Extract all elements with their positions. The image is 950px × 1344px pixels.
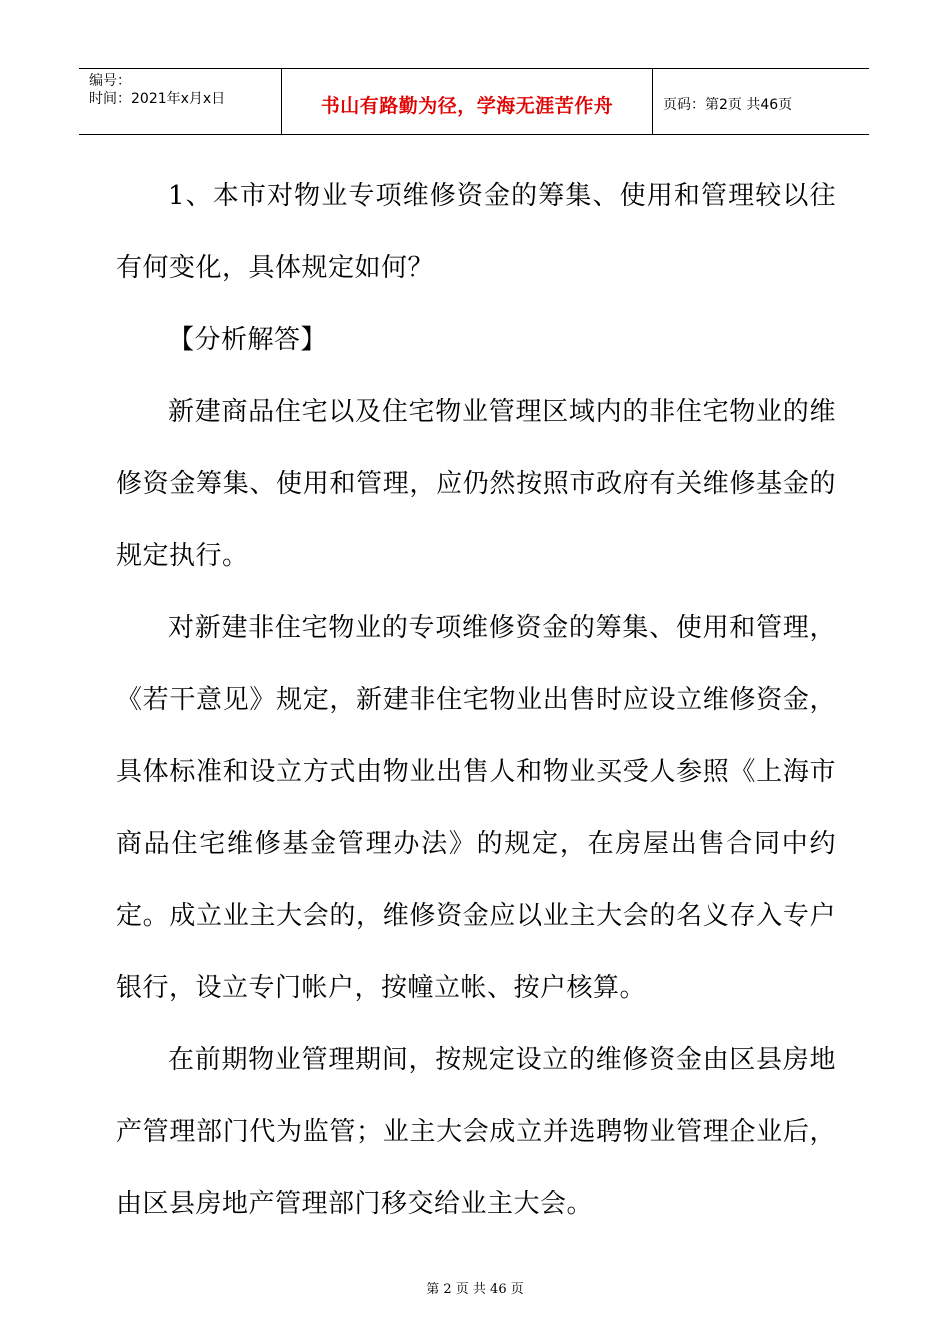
document-date-label: 时间：2021年x月x日 <box>89 91 226 107</box>
header-motto: 书山有路勤为径，学海无涯苦作舟 <box>320 95 614 117</box>
header-motto-cell <box>282 69 653 134</box>
header-page-cell <box>653 69 869 134</box>
body-paragraph: 对新建非住宅物业的专项维修资金的筹集、使用和管理，《若干意见》规定，新建非住宅物业出售时应设立维修资金，具体标准和设立方式由物业出售人和物业买受人参照《上海市商品住宅维修基金管理办法》的规定，在房屋出售合同中约定。成立业主大会的，维修资金应以业主大会的名义存入专户银行，设立专门帐户，按幢立帐、按户核算。 <box>116 613 836 1003</box>
body-paragraph: 新建商品住宅以及住宅物业管理区域内的非住宅物业的维修资金筹集、使用和管理，应仍然按照市政府有关维修基金的规定执行。 <box>116 397 836 571</box>
answer-heading: 【分析解答】 <box>168 325 328 355</box>
page-footer: 第 2 页 共 46 页 <box>426 1282 524 1297</box>
document-body <box>116 160 836 1240</box>
document-number-label: 编号： <box>89 73 131 89</box>
body-paragraph: 在前期物业管理期间，按规定设立的维修资金由区县房地产管理部门代为监管；业主大会成立并选聘物业管理企业后，由区县房地产管理部门移交给业主大会。 <box>116 1045 836 1219</box>
header-page-number: 页码：第2页 共46页 <box>663 96 793 113</box>
question-paragraph: 1、本市对物业专项维修资金的筹集、使用和管理较以往有何变化，具体规定如何？ <box>116 181 836 283</box>
document-header <box>79 68 869 135</box>
header-meta-cell <box>79 69 282 134</box>
